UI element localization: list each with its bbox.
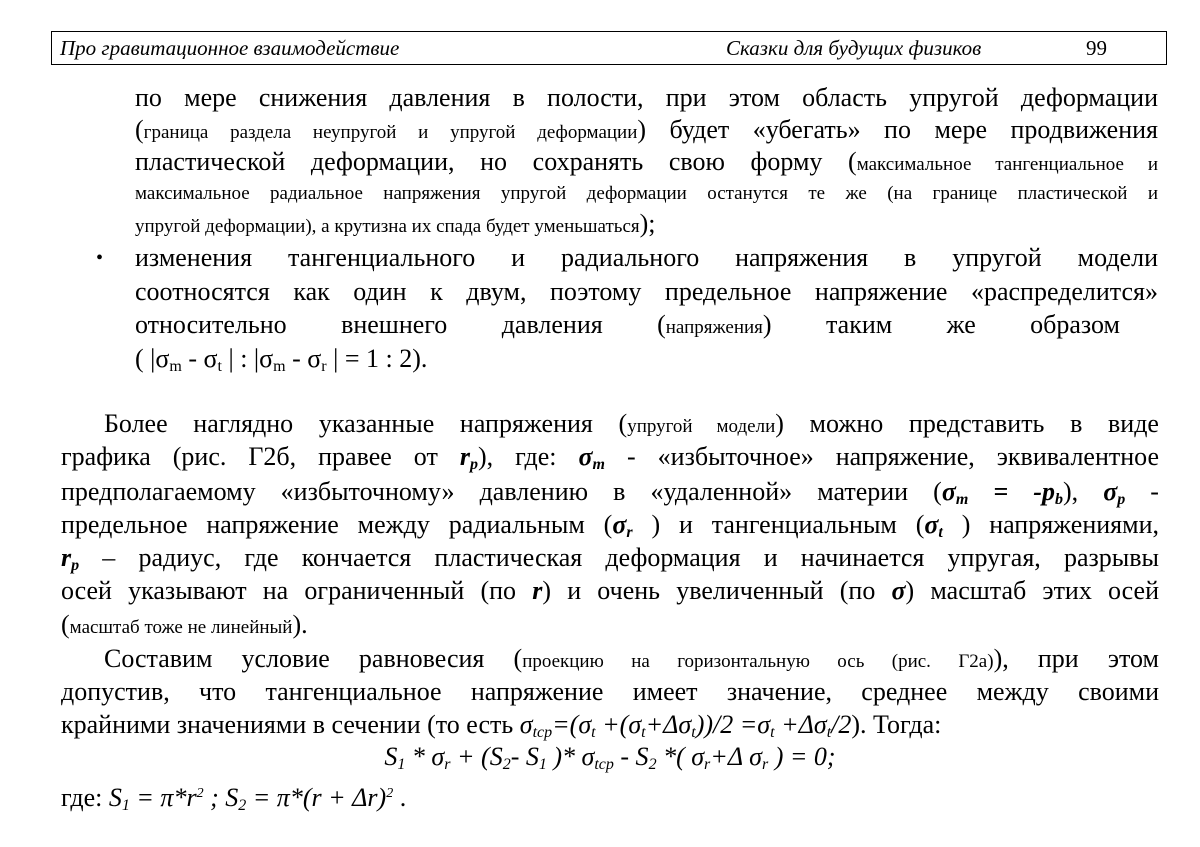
text-line: Более наглядно указанные напряжения (упругой модели) можно представить в виде xyxy=(104,409,1159,438)
text-line: относительно внешнего давления (напряжения) таким же образом xyxy=(135,310,1120,339)
text-line: упругой деформации), а крутизна их спада будет уменьшаться); xyxy=(135,209,656,238)
text-line: (граница раздела неупругой и упругой деформации) будет «убегать» по мере продвижения xyxy=(135,115,1158,144)
text-line: Составим условие равновесия (проекцию на горизонтальную ось (рис. Г2а)), при этом xyxy=(104,644,1159,673)
text-line: пластической деформации, но сохранять свою форму (максимальное тангенциальное и xyxy=(135,147,1158,176)
header-series-title: Сказки для будущих физиков xyxy=(726,36,982,60)
text-line: соотносятся как один к двум, поэтому предельное напряжение «распределится» xyxy=(135,277,1158,306)
page-header xyxy=(51,31,1167,65)
text-line: предполагаемому «избыточному» давлению в «удаленной» материи $(\sigma_m = -p_b)$, $\sigma_p$ - xyxy=(61,477,1159,508)
page-number: 99 xyxy=(1086,36,1107,60)
text-line: графика (рис. Г2б, правее от $r_p$), где: $\sigma_m$ - «избыточное» напряжение, эквивалентное xyxy=(61,442,1160,473)
text-line: осей указывают на ограниченный (по r) и очень увеличенный (по σ) масштаб этих осей xyxy=(61,576,1159,605)
text-line: (масштаб тоже не линейный). xyxy=(61,610,308,639)
text-line: $r_p$ – радиус, где кончается пластическая деформация и начинается упругая, разрывы xyxy=(61,543,1159,574)
bullet-marker: • xyxy=(96,247,104,269)
header-book-title: Про гравитационное взаимодействие xyxy=(60,36,400,60)
equilibrium-equation: $S_1 * \sigma_r + (S_2-$ $S_1$ )* $\sigma_{tcp} - S_2$ *( $\sigma_r+\Delta$ $\sigma_r$ ) = 0; xyxy=(384,742,836,773)
text-line: крайними значениями в сечении (то есть $\sigma_{tcp}=(\sigma_t +(\sigma_t+\Delta\sigma_t))/2 =\sigma_t +\Delta\sigma_t/2$). Тогда: xyxy=(61,710,942,741)
definition-line: где: $S_1 = \pi*r^2$ ; $S_2 = \pi*(r + \Delta r)^2$ . xyxy=(61,783,407,814)
text-line: изменения тангенциального и радиального напряжения в упругой модели xyxy=(135,243,1158,272)
text-line: максимальное радиальное напряжения упругой деформации останутся те же (на границе пластической и xyxy=(135,183,1158,204)
text-line: по мере снижения давления в полости, при этом область упругой деформации xyxy=(135,83,1158,112)
text-line: предельное напряжение между радиальным ($\sigma_r$ ) и тангенциальным ($\sigma_t$ ) напряжениями, xyxy=(61,510,1159,541)
formula-line: ( $|\sigma_m - \sigma_t$ | : $|\sigma_m - \sigma_r$ | = 1 : 2). xyxy=(135,344,428,375)
text-line: допустив, что тангенциальное напряжение имеет значение, среднее между своими xyxy=(61,677,1159,706)
